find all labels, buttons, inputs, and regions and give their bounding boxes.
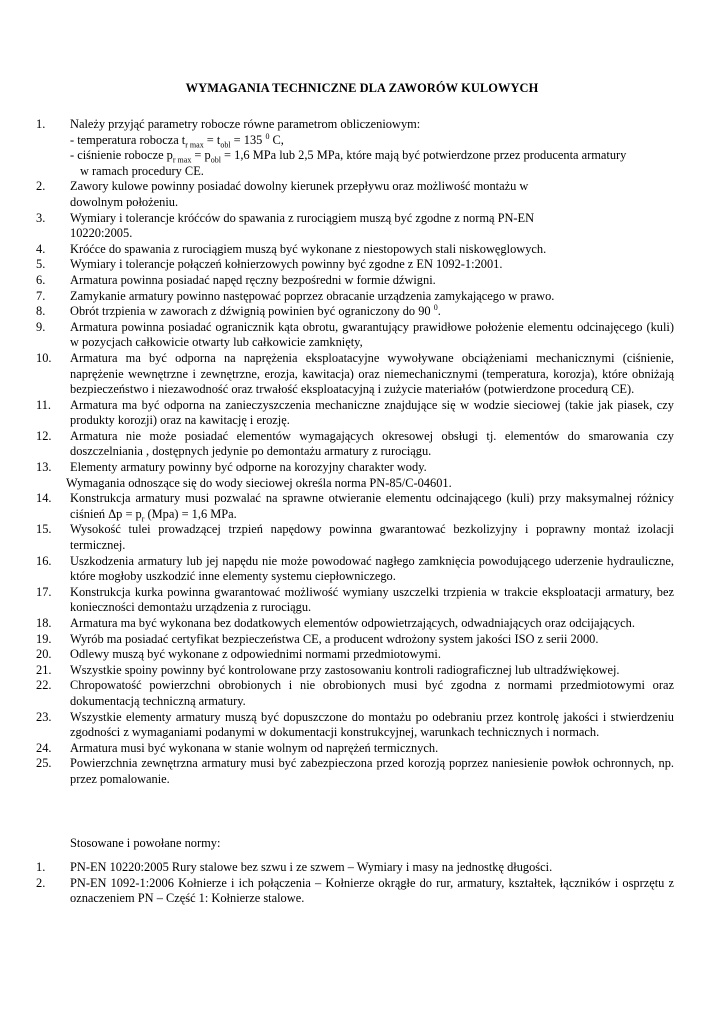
item-text: 10220:2005. bbox=[70, 226, 133, 241]
requirements-list bbox=[36, 117, 674, 788]
list-item bbox=[36, 179, 674, 210]
list-item bbox=[36, 242, 674, 258]
list-item bbox=[36, 273, 674, 289]
item-number: 25. bbox=[36, 756, 52, 771]
item-number: 5. bbox=[36, 257, 46, 272]
list-item bbox=[36, 491, 674, 522]
list-item bbox=[36, 117, 674, 179]
item-text: Należy przyjąć parametry robocze równe parametrom obliczeniowym: bbox=[70, 117, 421, 131]
norm-item bbox=[36, 876, 674, 907]
pressure-line: - ciśnienie robocze $p_{r max} = p_{obl} = 1,6$ MPa lub 2,5 MPa, które mają być potwierdzone przez producenta armatury bbox=[70, 148, 627, 165]
item-number: 3. bbox=[36, 210, 46, 225]
item-text: Wyrób ma posiadać certyfikat bezpieczeństwa CE, a producent wdrożony system jakości ISO z serii 2000. bbox=[70, 631, 599, 646]
list-item bbox=[36, 647, 674, 663]
item-text: Armatura musi być wykonana w stanie wolnym od naprężeń termicznych. bbox=[70, 740, 439, 755]
item-number: 21. bbox=[36, 662, 52, 677]
item-text: Zawory kulowe powinny posiadać dowolny kierunek przepływu oraz możliwość montażu w bbox=[70, 179, 529, 194]
item-number: 7. bbox=[36, 288, 46, 303]
item-text: Wymagania odnoszące się do wody sieciowej określa norma PN-85/C-04601. bbox=[66, 475, 452, 490]
list-item bbox=[36, 522, 674, 553]
item-number: 18. bbox=[36, 616, 52, 630]
item-number: 1. bbox=[36, 117, 46, 131]
item-number: 16. bbox=[36, 553, 52, 568]
item-text: Armatura nie może posiadać elementów wymagających okresowej obsługi tj. elementów do smarowania czy doszczelniania , dostępnych jedynie po demontażu armatury z rurociągu. bbox=[70, 428, 674, 459]
item-text: dowolnym położeniu. bbox=[70, 194, 179, 209]
list-item bbox=[36, 632, 674, 648]
item-text: Wymiary i tolerancje połączeń kołnierzowych powinny być zgodne z EN 1092-1:2001. bbox=[70, 257, 503, 272]
item-number: 8. bbox=[36, 304, 46, 319]
item-text: Armatura ma być wykonana bez dodatkowych elementów odpowietrzających, odwadniających oraz odcijających. bbox=[70, 616, 635, 630]
item-text: Obrót trzpienia w zaworach z dźwignią powinien być ograniczony do 90 $^0$. bbox=[70, 303, 441, 319]
list-item bbox=[36, 429, 674, 460]
item-number: 19. bbox=[36, 631, 52, 646]
item-number: 22. bbox=[36, 678, 52, 693]
item-text: Zamykanie armatury powinno następować poprzez obracanie urządzenia zamykającego w prawo. bbox=[70, 288, 555, 303]
list-item bbox=[36, 289, 674, 305]
item-number: 4. bbox=[36, 241, 46, 256]
item-text: Elementy armatury powinny być odporne na korozyjny charakter wody. bbox=[70, 460, 427, 475]
item-number: 17. bbox=[36, 584, 52, 599]
item-text: Armatura ma być odporna na naprężenia eksploatacyjne wywoływane obciążeniami mechanicznymi (ciśnienie, naprężenie wewnętrzne i zewnętrzne, erozja, kawitacja) oraz niemechanicznymi (temperatura, korozja), które obniżają bezpieczeństwo i niezawodność oraz trwałość eksploatacyjną i zużycie materiałów (potwierdzone procedurą CE). bbox=[70, 350, 674, 397]
list-item bbox=[36, 460, 674, 491]
item-number: 14. bbox=[36, 491, 52, 506]
temperature-line: - temperatura robocza $t_{r max} = t_{obl} = 135$ $^0$ C, bbox=[70, 131, 284, 150]
item-text: Wszystkie elementy armatury muszą być dopuszczone do montażu po odebraniu przez kontrolę jakości i stwierdzeniu zgodności z wymaganiami podanymi w dokumentacji konstrukcyjnej, warunkach technicznych i normach. bbox=[70, 709, 674, 740]
list-item bbox=[36, 585, 674, 616]
list-item bbox=[36, 741, 674, 757]
item-text: Wymiary i tolerancje króćców do spawania z rurociągiem muszą być zgodne z normą PN-EN bbox=[70, 210, 535, 225]
item-number: 6. bbox=[36, 272, 46, 287]
item-text: Chropowatość powierzchni obrobionych i nie obrobionych musi być zgodna z normami przedmiotowymi oraz dokumentacją techniczną armatury. bbox=[70, 678, 674, 708]
item-number: 20. bbox=[36, 647, 52, 662]
item-text: Armatura ma być odporna na zanieczyszczenia mechaniczne znajdujące się w wodzie sieciowej (takie jak piasek, czy produkty korozji) oraz na kawitację i erozję. bbox=[70, 397, 674, 428]
item-text: Wysokość tulei prowadzącej trzpień napędowy powinna gwarantować bezkolizyjny i poprawny montaż izolacji termicznej. bbox=[70, 522, 674, 553]
norms-list bbox=[36, 860, 674, 907]
list-item bbox=[36, 710, 674, 741]
item-text: Odlewy muszą być wykonane z odpowiednimi normami przedmiotowymi. bbox=[70, 647, 441, 662]
item-text: Armatura powinna posiadać napęd ręczny bezpośredni w formie dźwigni. bbox=[70, 272, 436, 287]
item-number: 11. bbox=[36, 397, 52, 412]
document-title: WYMAGANIA TECHNICZNE DLA ZAWORÓW KULOWYCH bbox=[185, 81, 539, 95]
norms-heading: Stosowane i powołane normy: bbox=[70, 836, 221, 850]
norm-text: PN-EN 10220:2005 Rury stalowe bez szwu i ze szwem – Wymiary i masy na jednostkę długości. bbox=[70, 860, 553, 874]
list-item bbox=[36, 351, 674, 398]
item-text: w ramach procedury CE. bbox=[80, 163, 204, 178]
list-item bbox=[36, 678, 674, 709]
item-number: 9. bbox=[36, 319, 46, 334]
item-text: Króćce do spawania z rurociągiem muszą być wykonane z niestopowych stali niskowęglowych. bbox=[70, 241, 547, 256]
list-item bbox=[36, 616, 674, 632]
list-item bbox=[36, 663, 674, 679]
list-item bbox=[36, 756, 674, 787]
item-text: Powierzchnia zewnętrzna armatury musi być zabezpieczona przed korozją poprzez naniesienie powłok ochronnych, np. przez pomalowanie. bbox=[70, 756, 674, 786]
item-text: Armatura powinna posiadać ogranicznik kąta obrotu, gwarantujący prawidłowe położenie elementu odcinajęcego (kuli) w pozycjach całkowicie otwarty lub całkowicie zamknięty, bbox=[70, 319, 674, 350]
item-number: 13. bbox=[36, 460, 52, 475]
item-number: 23. bbox=[36, 709, 52, 724]
item-text: Uszkodzenia armatury lub jej napędu nie może powodować nagłego zamknięcia powodującego uderzenie hydrauliczne, które mogłoby uszkodzić inne elementy systemu ciepłowniczego. bbox=[70, 553, 674, 584]
norm-number: 1. bbox=[36, 860, 46, 874]
item-text: Konstrukcja armatury musi pozwalać na sprawne otwieranie elementu odcinającego (kuli) przy maksymalnej różnicy ciśnień $\Delta p = p_r$ (Mpa) = 1,6 MPa. bbox=[70, 491, 674, 524]
item-text: Konstrukcja kurka powinna gwarantować możliwość wymiany uszczelki trzpienia w trakcie eksploatacji armatury, bez konieczności demontażu urządzenia z rurociągu. bbox=[70, 584, 674, 615]
item-number: 15. bbox=[36, 522, 52, 537]
norm-item bbox=[36, 860, 674, 876]
item-number: 12. bbox=[36, 428, 52, 443]
list-item bbox=[36, 554, 674, 585]
list-item bbox=[36, 320, 674, 351]
norm-text: PN-EN 1092-1:2006 Kołnierze i ich połączenia – Kołnierze okrągłe do rur, armatury, kształtek, łączników i osprzętu z oznaczeniem PN – Część 1: Kołnierze stalowe. bbox=[70, 875, 674, 906]
norm-number: 2. bbox=[36, 875, 46, 890]
item-number: 24. bbox=[36, 740, 52, 755]
list-item bbox=[36, 211, 674, 242]
item-number: 2. bbox=[36, 179, 46, 194]
item-text: Wszystkie spoiny powinny być kontrolowane przy zastosowaniu kontroli radiograficznej lub ultradźwiękowej. bbox=[70, 662, 620, 677]
item-number: 10. bbox=[36, 350, 52, 365]
list-item bbox=[36, 398, 674, 429]
list-item bbox=[36, 257, 674, 273]
list-item bbox=[36, 304, 674, 320]
